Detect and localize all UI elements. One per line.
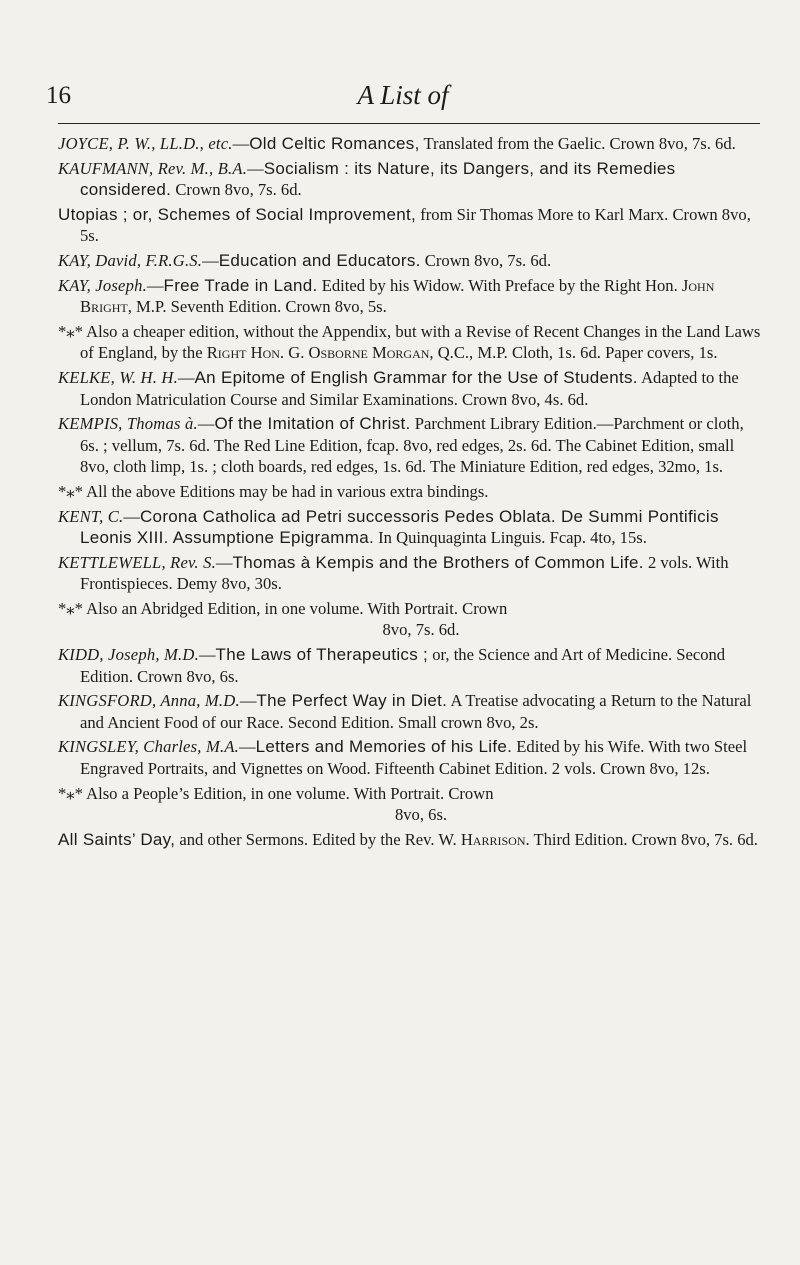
entry-details: In Quinquaginta Linguis. Fcap. 4to, 15s. [378, 528, 647, 548]
note-text: Also a cheaper edition, without the Appendix, but with a Revise of Recent Changes in the Land Laws of England, by the [80, 321, 761, 363]
entry-title: The Perfect Way in Diet. [256, 691, 448, 711]
edition-note [58, 783, 762, 826]
list-item: KINGSFORD, Anna, M.D.—The Perfect Way in Diet. A Treatise advocating a Return to the Natural and Ancient Food of our Race. Second Edition. Small crown 8vo, 2s. [58, 691, 752, 732]
edition-note [58, 598, 762, 641]
entry-details: Parchment Library Edition.—Parchment or cloth, 6s. ; vellum, 7s. 6d. The Red Line Edition, fcap. 8vo, red edges, 2s. 6d. The Cabinet Edition, small 8vo, cloth limp, 1s. ; cloth boards, red edges, 1s. 6d. The Miniature Edition, red edges, 32mo, 1s. [80, 414, 744, 477]
entry-title: Utopias ; or, Schemes of Social Improvement, [58, 204, 417, 224]
entry-details: Third Edition. Crown 8vo, 7s. 6d. [529, 829, 758, 849]
entry-author: KINGSLEY, Charles, M.A. [58, 737, 240, 757]
entry-title: Thomas à Kempis and the Brothers of Common Life. [232, 552, 644, 572]
entry-author: KETTLEWELL, Rev. S. [58, 552, 216, 572]
entry-details: Crown 8vo, 7s. 6d. [424, 250, 552, 270]
list-item: KENT, C.—Corona Catholica ad Petri successoris Pedes Oblata. De Summi Pontificis Leonis XIII. Assumptione Epigramma. In Quinquaginta Linguis. Fcap. 4to, 15s. [58, 506, 719, 548]
note-text: Cloth, 1s. 6d. Paper covers, 1s. [507, 343, 718, 363]
entry-details: and other Sermons. Edited by the Rev. W. [179, 829, 461, 849]
entry-title: Old Celtic Romances, [249, 134, 420, 153]
entry-details: 2 vols. With Frontispieces. Demy 8vo, 30s. [80, 552, 729, 594]
entry-details: Edited by his Wife. With two Steel Engraved Portraits, and Vignettes on Wood. Fifteenth Cabinet Edition. 2 vols. Crown 8vo, 12s. [80, 737, 748, 779]
entry-title: Letters and Memories of his Life. [255, 737, 513, 757]
asterism-mark: *⁎* [58, 783, 83, 803]
list-item: KEMPIS, Thomas à.—Of the Imitation of Christ. Parchment Library Edition.—Parchment or cloth, 6s. ; vellum, 7s. 6d. The Red Line Edition, fcap. 8vo, red edges, 2s. 6d. The Cabinet Edition, small 8vo, cloth limp, 1s. ; cloth boards, red edges, 1s. 6d. The Miniature Edition, red edges, 32mo, 1s. [58, 414, 744, 477]
entry-details: A Treatise advocating a Return to the Natural and Ancient Food of our Race. Second Edition. Small crown 8vo, 2s. [80, 691, 752, 732]
note-text: 8vo, 6s. [394, 805, 448, 825]
note-text: 8vo, 7s. 6d. [382, 620, 460, 640]
running-title: A List of [357, 80, 449, 110]
list-item: KAY, Joseph.—Free Trade in Land. Edited by his Widow. With Preface by the Right Hon. John Bright, M.P. Seventh Edition. Crown 8vo, 5s. [58, 275, 715, 317]
list-item [58, 204, 762, 247]
edition-note [58, 321, 762, 364]
note-text: All the above Editions may be had in various extra bindings. [86, 481, 489, 501]
list-item: KIDD, Joseph, M.D.—The Laws of Therapeutics ; or, the Science and Art of Medicine. Second Edition. Crown 8vo, 6s. [58, 645, 726, 686]
entry-details: John Bright, M.P. [80, 275, 715, 317]
entry-details: from Sir Thomas More to Karl Marx. Crown 8vo, 5s. [80, 204, 751, 246]
entry-details: or, the Science and Art of Medicine. Second Edition. Crown 8vo, 6s. [80, 645, 726, 686]
entry-title: All Saints’ Day, [58, 829, 176, 849]
entry-title: Free Trade in Land. [163, 275, 318, 295]
asterism-mark: *⁎* [58, 481, 83, 501]
entry-title: Socialism : its Nature, its Dangers, and its Remedies considered. [80, 158, 676, 200]
entry-author: JOYCE, P. W., LL.D., etc. [58, 134, 233, 153]
header-rule [58, 123, 760, 124]
entry-author: KINGSFORD, Anna, M.D. [58, 691, 240, 711]
entry-title: Corona Catholica ad Petri successoris Pedes Oblata. De Summi Pontificis Leonis XIII. Assumptione Epigramma. [80, 506, 719, 548]
entry-title: Of the Imitation of Christ. [214, 414, 411, 434]
entry-details: Harrison. [460, 829, 530, 849]
entry-title: An Epitome of English Grammar for the Use of Students. [194, 367, 638, 387]
edition-note [58, 481, 762, 503]
entry-author: KIDD, Joseph, M.D. [58, 645, 199, 665]
asterism-mark: *⁎* [58, 321, 83, 341]
note-text: Right Hon. G. Osborne Morgan, Q.C., M.P. [206, 343, 508, 363]
list-item: KETTLEWELL, Rev. S.—Thomas à Kempis and the Brothers of Common Life. 2 vols. With Frontispieces. Demy 8vo, 30s. [58, 552, 729, 594]
page-header [46, 78, 760, 120]
asterism-mark: *⁎* [58, 598, 83, 618]
entry-title: The Laws of Therapeutics ; [215, 645, 429, 665]
entry-author: KEMPIS, Thomas à. [58, 414, 198, 434]
entry-details: Edited by his Widow. With Preface by the Right Hon. [321, 275, 682, 295]
entry-author: KAY, Joseph. [58, 275, 147, 295]
entry-author: KAY, David, F.R.G.S. [58, 250, 203, 270]
entry-details: Crown 8vo, 7s. 6d. [175, 180, 302, 200]
note-text: Also an Abridged Edition, in one volume. With Portrait. Crown [86, 598, 508, 618]
entry-title: Education and Educators. [218, 250, 421, 270]
list-item: KELKE, W. H. H.—An Epitome of English Grammar for the Use of Students. Adapted to the London Matriculation Course and Similar Examinations. Crown 8vo, 4s. 6d. [58, 367, 739, 409]
entry-details: Translated from the Gaelic. Crown 8vo, 7s. 6d. [423, 134, 736, 153]
list-item: KAUFMANN, Rev. M., B.A.—Socialism : its Nature, its Dangers, and its Remedies considered. Crown 8vo, 7s. 6d. [58, 158, 676, 200]
note-text: Also a People’s Edition, in one volume. With Portrait. Crown [86, 783, 494, 803]
entry-details: Seventh Edition. Crown 8vo, 5s. [166, 297, 387, 317]
catalogue-list [58, 133, 762, 853]
entry-author: KAUFMANN, Rev. M., B.A. [58, 158, 248, 178]
entry-author: KENT, C. [58, 506, 124, 526]
list-item: KAY, David, F.R.G.S.—Education and Educators. Crown 8vo, 7s. 6d. [58, 250, 552, 270]
page-number: 16 [46, 82, 71, 109]
list-item: JOYCE, P. W., LL.D., etc.—Old Celtic Romances, Translated from the Gaelic. Crown 8vo, 7s. 6d. [58, 134, 736, 153]
entry-author: KELKE, W. H. H. [58, 367, 178, 387]
list-item: KINGSLEY, Charles, M.A.—Letters and Memories of his Life. Edited by his Wife. With two Steel Engraved Portraits, and Vignettes on Wood. Fifteenth Cabinet Edition. 2 vols. Crown 8vo, 12s. [58, 737, 748, 779]
entry-details: Adapted to the London Matriculation Course and Similar Examinations. Crown 8vo, 4s. 6d. [80, 367, 739, 409]
list-item [58, 829, 762, 851]
